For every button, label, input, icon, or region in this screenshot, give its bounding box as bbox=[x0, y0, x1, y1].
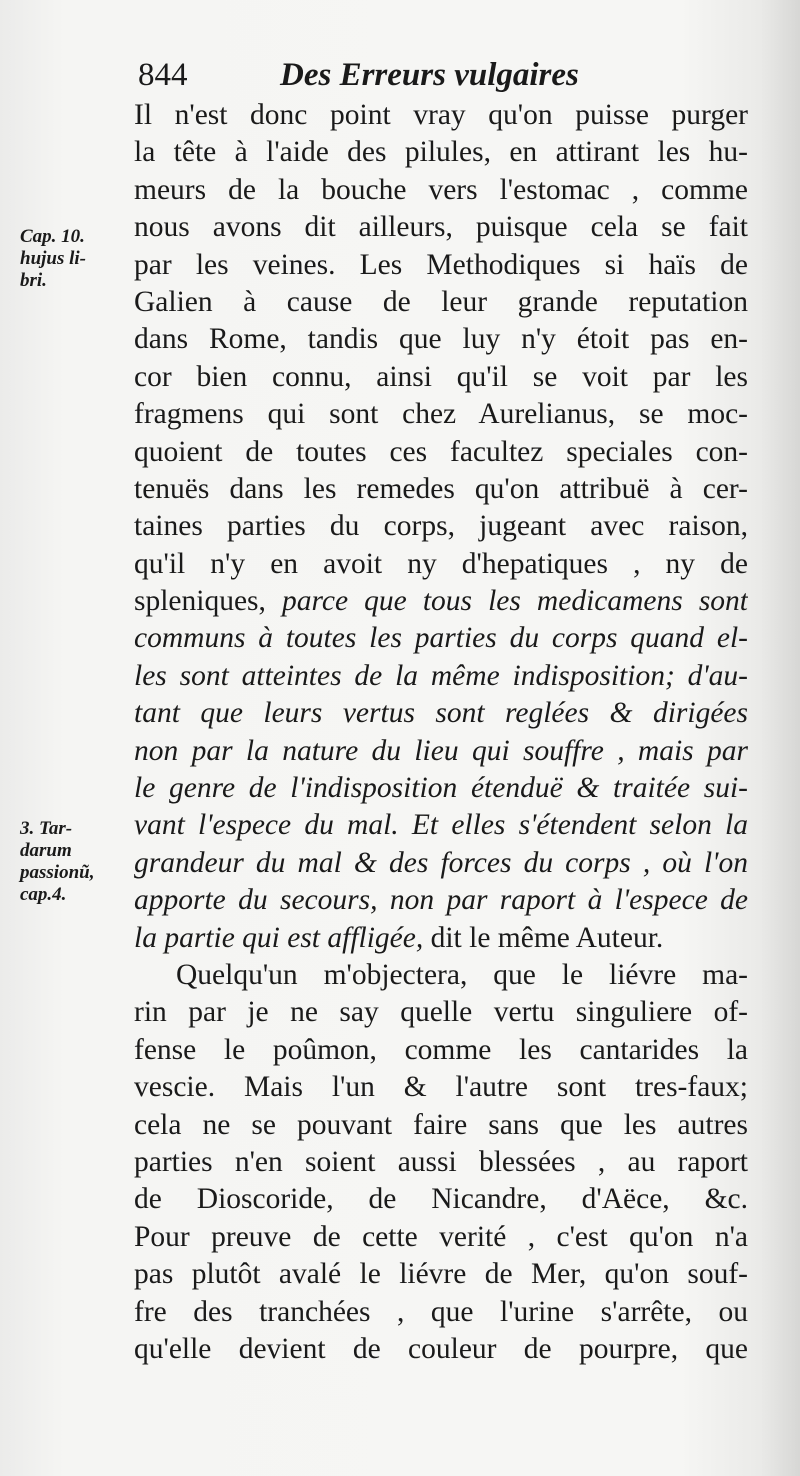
text-line: le genre de l'indisposition étenduë & traitée sui- bbox=[134, 772, 748, 805]
margin-note-line: passionũ, bbox=[20, 862, 95, 883]
text-line: grandeur du mal & des forces du corps , où l'on bbox=[134, 846, 748, 879]
text-line: pas plutôt avalé le liévre de Mer, qu'on souf- bbox=[134, 1258, 748, 1291]
text-line: Il n'est donc point vray qu'on puisse purger bbox=[134, 99, 748, 131]
text-line: fragmens qui sont chez Aurelianus, se moc- bbox=[134, 398, 748, 431]
text-line: les sont atteintes de la même indisposition; d'au- bbox=[134, 659, 748, 692]
text-line: communs à toutes les parties du corps quand el- bbox=[134, 622, 748, 655]
text-line: Galien à cause de leur grande reputation bbox=[134, 285, 748, 318]
text-line: de Dioscoride, de Nicandre, d'Aëce, &c. bbox=[134, 1183, 748, 1216]
italic-segment: parce que tous les medicamens sont bbox=[282, 585, 748, 618]
page-number: 844 bbox=[138, 57, 188, 93]
text-line: parties n'en soient aussi blessées , au raport bbox=[134, 1145, 748, 1178]
text-line: Quelqu'un m'objectera, que le liévre ma- bbox=[176, 958, 748, 991]
page-edge-shadow bbox=[760, 0, 800, 1476]
text-line: fense le poûmon, comme les cantarides la bbox=[134, 1033, 748, 1066]
text-line: rin par je ne say quelle vertu singuliere of- bbox=[134, 996, 748, 1029]
text-line: vant l'espece du mal. Et elles s'étendent selon la bbox=[134, 809, 748, 842]
text-line: non par la nature du lieu qui souffre , mais par bbox=[134, 734, 748, 767]
text-line: cela ne se pouvant faire sans que les autres bbox=[134, 1108, 748, 1141]
text-line: tenuës dans les remedes qu'on attribuë à cer- bbox=[134, 472, 748, 505]
text-line: la tête à l'aide des pilules, en attirant les hu- bbox=[134, 136, 748, 169]
text-line: qu'il n'y en avoit ny d'hepatiques , ny de bbox=[134, 547, 748, 580]
text-line bbox=[134, 583, 748, 620]
text-line: nous avons dit ailleurs, puisque cela se fait bbox=[134, 211, 748, 244]
body-text bbox=[134, 97, 748, 1368]
text-line: taines parties du corps, jugeant avec raison, bbox=[134, 510, 748, 543]
text-line: fre des tranchées , que l'urine s'arrête, ou bbox=[134, 1295, 748, 1328]
text-line: apporte du secours, non par raport à l'espece de bbox=[134, 884, 748, 917]
text-line: vescie. Mais l'un & l'autre sont tres-faux; bbox=[134, 1071, 748, 1104]
running-title: Des Erreurs vulgaires bbox=[280, 57, 579, 93]
text-line: dans Rome, tandis que luy n'y étoit pas en- bbox=[134, 323, 748, 356]
margin-note-line: cap.4. bbox=[20, 884, 67, 905]
text-line: tant que leurs vertus sont reglées & dirigées bbox=[134, 697, 748, 730]
margin-note-line: bri. bbox=[20, 270, 47, 291]
text-line bbox=[134, 920, 748, 957]
text-line: qu'elle devient de couleur de pourpre, que bbox=[134, 1332, 748, 1365]
margin-note-line: hujus li- bbox=[20, 248, 87, 269]
roman-segment: dit le même Auteur. bbox=[430, 921, 664, 954]
text-line: cor bien connu, ainsi qu'il se voit par les bbox=[134, 360, 748, 393]
italic-segment: la partie qui est affligée, bbox=[134, 921, 431, 954]
margin-note-line: Cap. 10. bbox=[20, 226, 85, 247]
text-line: meurs de la bouche vers l'estomac , comme bbox=[134, 173, 748, 206]
running-header bbox=[138, 52, 638, 98]
margin-note-line: 3. Tar- bbox=[20, 818, 73, 839]
text-line: quoient de toutes ces facultez speciales con- bbox=[134, 435, 748, 468]
text-line: Pour preuve de cette verité , c'est qu'on n'a bbox=[134, 1220, 748, 1253]
margin-note-cap-10 bbox=[20, 226, 130, 292]
margin-note-tardarum bbox=[20, 818, 130, 906]
roman-segment: spleniques, bbox=[134, 585, 282, 618]
margin-note-line: darum bbox=[20, 840, 72, 861]
text-line: par les veines. Les Methodiques si haïs de bbox=[134, 248, 748, 281]
